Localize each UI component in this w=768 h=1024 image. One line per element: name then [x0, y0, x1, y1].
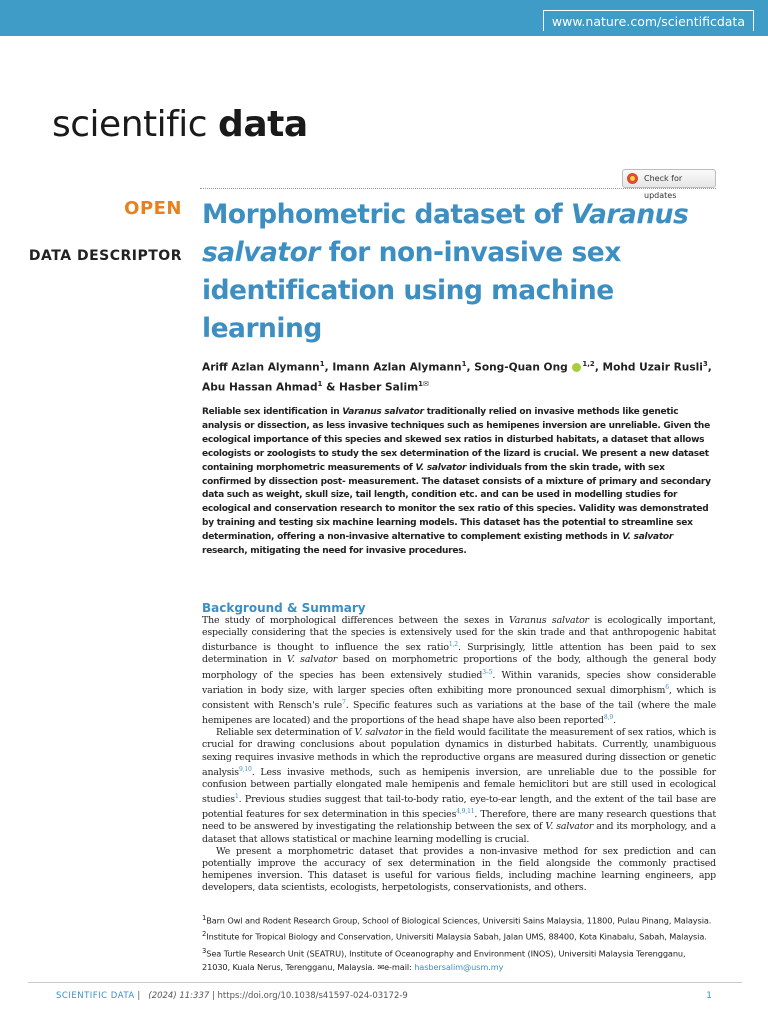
affiliation-text: Sea Turtle Research Unit (SEATRU), Institute of Oceanography and Environment (INOS), Universiti Malaysia Terengganu, 21030, Kuala Nerus, Terengganu, Malaysia. — [202, 948, 686, 972]
species-name: Varanus salvator — [509, 615, 589, 626]
separator: & — [322, 381, 340, 394]
body-text: is ecologically important, especially considering that the species is extensively used for the skin trade and that anthropogenic habitat disturbance is thought to influence the sex ratio — [202, 615, 716, 654]
header-divider — [200, 188, 716, 189]
affiliation-text: Barn Owl and Rodent Research Group, School of Biological Sciences, Universiti Sains Malaysia, 11800, Pulau Pinang, Malaysia. — [206, 915, 712, 926]
body-text: . Less invasive methods, such as hemipenis inversion, are unreliable due to the possible for confusion between partially elongated male hemipenis and female hemiclitori but are still used in ecological studies — [202, 766, 716, 806]
citation-ref[interactable]: 1,2 — [448, 641, 458, 649]
author-list — [202, 356, 722, 395]
author-name[interactable]: Ariff Azlan Alymann — [202, 361, 320, 374]
background-body — [202, 615, 716, 894]
affiliation-ref: 3 — [702, 360, 708, 368]
affiliations — [202, 912, 716, 975]
body-text: The study of morphological differences between the sexes in — [202, 615, 509, 626]
affiliation-number: 3 — [202, 946, 207, 955]
citation-ref[interactable]: 4,9,11 — [456, 808, 475, 816]
body-text: Reliable sex determination of — [216, 727, 355, 739]
body-text: in the field would facilitate the measurement of sex ratios, which is crucial for drawing conclusions about population dynamics in disturbed habitats. Currently, unambiguous sexing requires invasive methods in which the reproductive organs are measured during dissection or genetic analysis — [202, 727, 717, 778]
species-name: V. salvator — [286, 654, 338, 666]
footer-separator: | — [209, 991, 218, 1001]
body-text: . — [612, 715, 616, 727]
body-text: and its morphology, and a dataset that allows statistical or machine learning modelling is crucial. — [202, 821, 717, 845]
footer-separator: | — [134, 991, 143, 1001]
abstract-paragraph — [202, 406, 716, 559]
body-text: . Specific features such as variations at the base of the tail (where the male hemipenes are located) and the proportions of the head shape have also been reported — [202, 700, 716, 727]
footer-divider — [28, 982, 742, 983]
body-text: . Previous studies suggest that tail-to-body ratio, eye-to-ear length, and the extent of the tail base are potential features for sex determination in this species — [202, 794, 716, 821]
author-name[interactable]: Hasber Salim — [339, 381, 419, 394]
body-text: . Within varanids, species show considerable variation in body size, with larger species often exhibiting more pronounced sexual dimorphism — [202, 669, 716, 696]
body-text: , which is consistent with Rensch's rule — [202, 684, 716, 712]
author-name[interactable]: Mohd Uzair Rusli — [602, 361, 703, 374]
body-paragraph-3: We present a morphometric dataset that provides a non-invasive method for sex prediction and can potentially improve the accuracy of sex determination in the field alongside the commonly practised hemipenes inversion. This dataset is useful for various fields, including machine learning engineers, app developers, data scientists, ecologists, herpetologists, conservationists, and others. — [202, 845, 716, 893]
article-type-label: DATA DESCRIPTOR — [28, 248, 182, 264]
species-name: V. salvator — [415, 462, 467, 473]
body-paragraph-1 — [202, 615, 716, 727]
affiliation-ref: 1,2 — [582, 360, 595, 368]
species-name: V. salvator — [354, 727, 403, 739]
logo-bold: data — [218, 104, 308, 145]
abstract-text: traditionally relied on invasive methods like genetic analysis or dissection, as less invasive techniques such as hemipenes inversion are unreliable. Given the ecological importance of this species and skewed sex ratios in disturbed habitats, a dataset that allows ecologists or zoologists to study the sex determination of the lizard is crucial. We present a new dataset containing morphometric measurements of — [202, 407, 710, 473]
email-label: e-mail: — [384, 961, 415, 972]
separator: , — [707, 361, 712, 374]
affiliation-text: Institute for Tropical Biology and Conservation, Universiti Malaysia Sabah, Jalan UMS, 88400, Kota Kinabalu, Sabah, Malaysia. — [206, 932, 707, 943]
journal-logo — [52, 104, 308, 145]
check-for-updates-label: Check for updates — [644, 174, 683, 200]
affiliation-number: 1 — [202, 914, 207, 922]
citation-ref[interactable]: 1 — [234, 792, 239, 800]
title-species: Varanus salvator — [202, 199, 689, 268]
citation-ref[interactable]: 3–5 — [482, 668, 493, 676]
affiliation-ref: 1 — [418, 379, 423, 388]
author-name[interactable]: Imann Azlan Alymann — [332, 361, 462, 374]
open-access-label: OPEN — [124, 198, 182, 219]
footer-journal: SCIENTIFIC DATA — [56, 991, 135, 1001]
abstract-text: Reliable sex identification in — [202, 407, 343, 417]
affiliation-number: 2 — [202, 930, 207, 939]
abstract-text: individuals from the skin trade, with sex confirmed by dissection post- measurement. The dataset consists of a mixture of primary and secondary data such as weight, skull size, tail length, condition etc. and can be used in modelling studies for ecological and conservation research to monitor the sex ratio of this species. Validity was demonstrated by training and testing six machine learning models. This dataset has the potential to streamline sex determination, offering a non-invasive alternative to complement existing methods in — [202, 462, 711, 543]
crossmark-icon — [627, 173, 638, 184]
species-name: V. salvator — [545, 821, 594, 833]
journal-url-link[interactable]: www.nature.com/scientificdata — [543, 10, 754, 31]
email-icon[interactable]: ✉ — [423, 379, 429, 388]
title-part1: Morphometric dataset of — [202, 199, 572, 230]
email-icon: ✉ — [377, 961, 385, 972]
citation-ref[interactable]: 8,9 — [603, 714, 613, 722]
top-banner — [0, 0, 768, 36]
affiliation-ref: 1 — [317, 379, 323, 388]
affiliation-ref: 1 — [461, 360, 467, 368]
page-number: 1 — [706, 991, 712, 1001]
footer-citation: (2024) 11:337 — [148, 991, 210, 1001]
affiliation-ref: 1 — [319, 360, 325, 368]
citation-ref[interactable]: 6 — [665, 683, 669, 691]
separator: , — [324, 361, 333, 374]
body-text: based on morphometric proportions of the body, although the general body morphology of the species has been extensively studied — [202, 654, 716, 681]
species-name: V. salvator — [622, 532, 674, 543]
section-heading: Background & Summary — [202, 601, 366, 615]
footer — [56, 991, 408, 1001]
title-part2: for non-invasive sex identification using machine learning — [202, 237, 621, 344]
check-for-updates-button[interactable] — [622, 169, 716, 200]
abstract — [202, 406, 716, 559]
doi-link[interactable]: https://doi.org/10.1038/s41597-024-03172-9 — [217, 991, 408, 1001]
logo-light: scientific — [52, 104, 219, 145]
body-text: . Therefore, there are many research questions that need to be answered by investigating the relationship between the sex of — [202, 809, 716, 833]
body-paragraph-2 — [202, 727, 716, 845]
citation-ref[interactable]: 7 — [342, 698, 346, 706]
author-name[interactable]: Song-Quan Ong — [474, 361, 568, 374]
email-link[interactable]: hasbersalim@usm.my — [414, 961, 504, 972]
species-name: Varanus salvator — [342, 407, 424, 417]
orcid-icon[interactable] — [572, 363, 581, 372]
citation-ref[interactable]: 9,10 — [238, 765, 252, 773]
abstract-text: research, mitigating the need for invasive procedures. — [202, 546, 467, 557]
body-text: . Surprisingly, little attention has been paid to sex determination in — [202, 642, 716, 666]
article-title — [202, 196, 722, 348]
separator: , — [594, 361, 603, 374]
author-name[interactable]: Abu Hassan Ahmad — [202, 381, 318, 394]
separator: , — [466, 361, 475, 374]
